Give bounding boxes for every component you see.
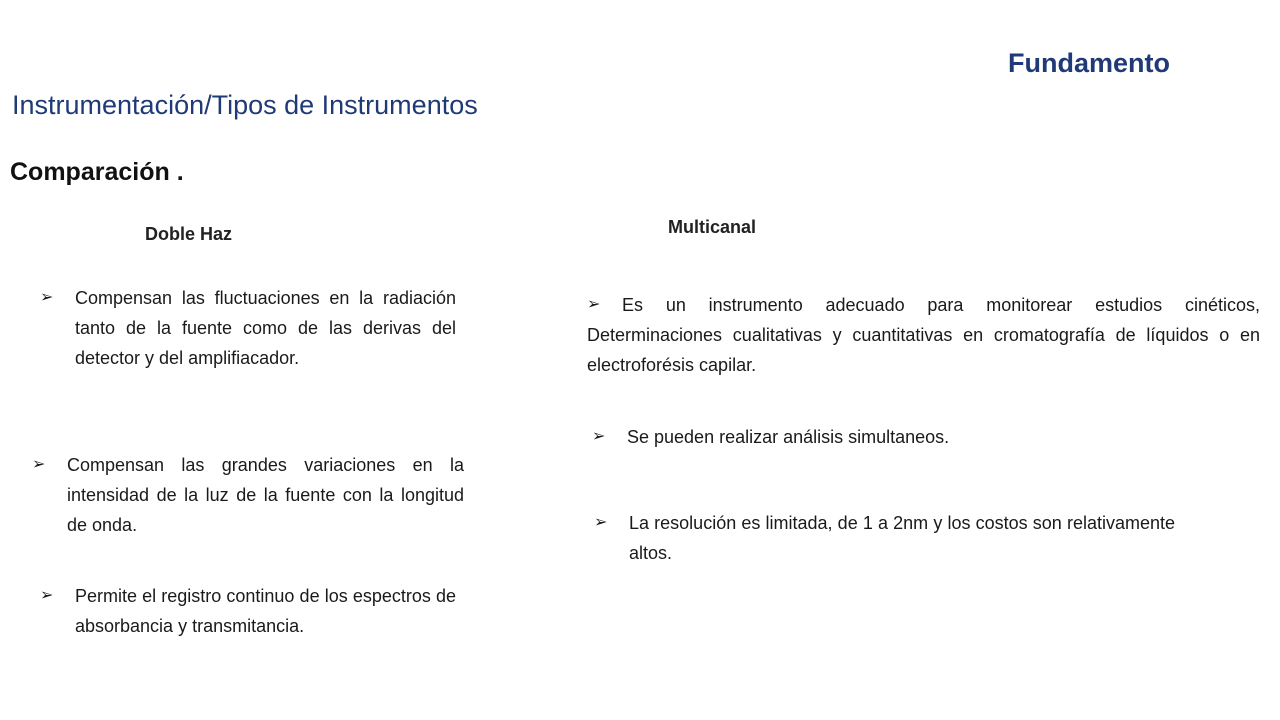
bullet-text: Permite el registro continuo de los espectros de absorbancia y transmitancia. [75,586,456,636]
column-heading-doble-haz: Doble Haz [145,224,233,244]
list-item [40,283,456,373]
list-item [40,581,456,641]
header-title: Fundamento [1008,48,1170,78]
list-item [587,290,1260,380]
list-item [32,450,464,540]
arrow-bullet-icon: ➢ [40,289,54,306]
page-subtitle: Instrumentación/Tipos de Instrumentos [12,90,478,120]
arrow-bullet-icon: ➢ [40,587,54,604]
list-item [594,508,1175,568]
bullet-text: Compensan las grandes variaciones en la intensidad de la luz de la fuente con la longitud de onda. [67,455,464,535]
column-heading-multicanal: Multicanal [668,217,757,237]
section-title: Comparación . [10,158,184,186]
bullet-text: Compensan las fluctuaciones en la radiación tanto de la fuente como de las derivas del detector y del amplifiacador. [75,288,456,368]
bullet-text: Se pueden realizar análisis simultaneos. [627,427,950,447]
arrow-bullet-icon: ➢ [594,514,608,531]
bullet-text: La resolución es limitada, de 1 a 2nm y los costos son relativamente altos. [629,513,1175,563]
bullet-text: Es un instrumento adecuado para monitorear estudios cinéticos, Determinaciones cualitativas y cuantitativas en cromatografía de líquidos o en electroforésis capilar. [587,295,1260,375]
arrow-bullet-icon: ➢ [587,296,601,313]
arrow-bullet-icon: ➢ [32,456,46,473]
list-item [592,422,1192,452]
arrow-bullet-icon: ➢ [592,428,606,445]
